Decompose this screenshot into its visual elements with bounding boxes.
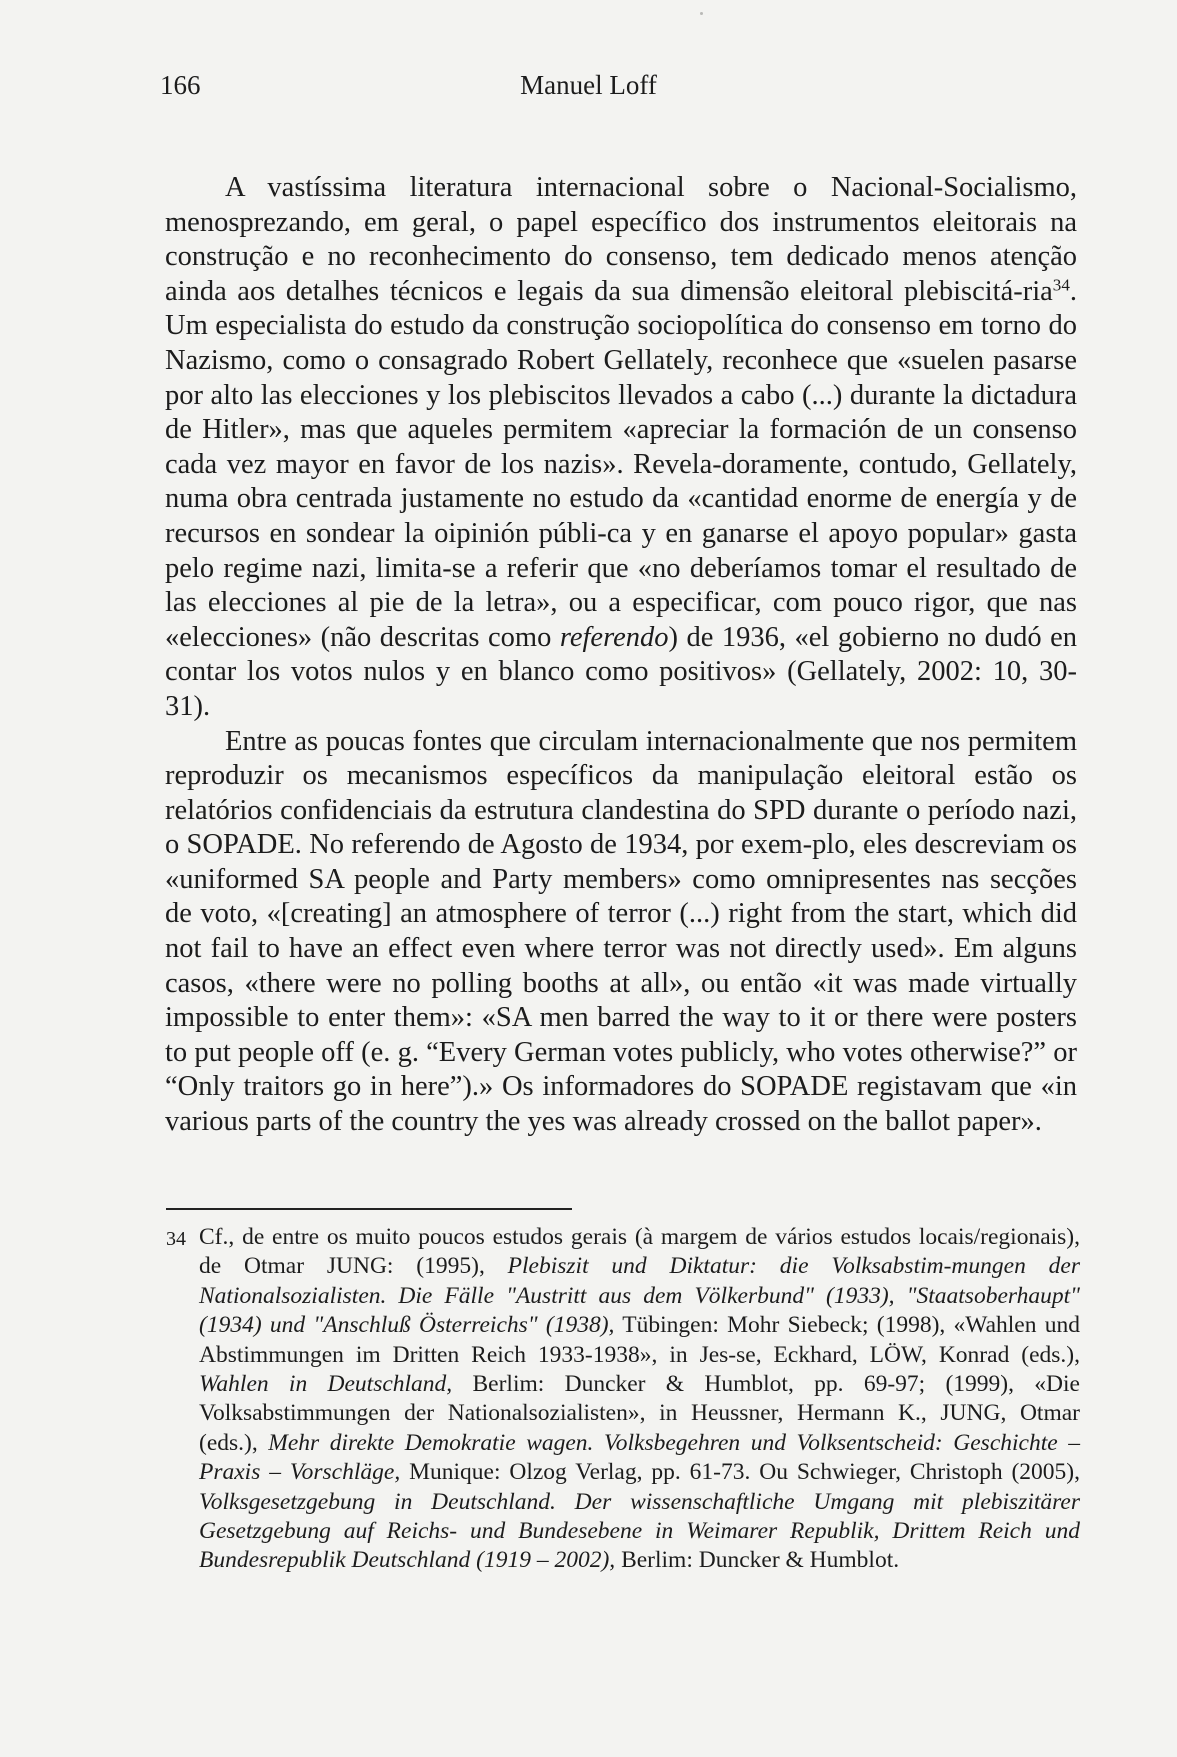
footnote-segment-3: Berlim: Duncker & Humblot, pp. 69-97; (1999), «Die Volksabstimmungen der Nationalsozialisten», in Heussner, Hermann K., JUNG, Otmar (eds.),: [199, 1371, 1080, 1456]
footnote-title-3: Mehr direkte Demokratie wagen. Volksbegehren und Volksentscheid: Geschichte – Praxis – Vorschläge,: [199, 1429, 1080, 1486]
running-head: Manuel Loff: [520, 70, 657, 100]
paragraph-1-italic: referendo: [559, 621, 669, 653]
footnote-title-4: Volksgesetzgebung in Deutschland. Der wissenschaftliche Umgang mit plebiszitärer Gesetzgebung auf Reichs- und Bundesebene in Weimarer Republik, Drittem Reich und Bundesrepublik Deutschland (1919 – 2002),: [199, 1488, 1080, 1574]
scan-speck: [700, 12, 703, 15]
footnote-reference: 34: [1052, 275, 1070, 295]
paragraph-1-text-c: ) de 1936, «el gobierno no dudó en contar los votos nulos y en blanco como positivos» (Gellately, 2002: 10, 30-31).: [165, 621, 1078, 722]
main-text: [165, 171, 1077, 1140]
footnote-text: [199, 1223, 1080, 1576]
footnote-34: [166, 1223, 1080, 1576]
footnote-segment-1: Cf., de entre os muito poucos estudos gerais (à margem de vários estudos locais/regionais), de Otmar JUNG: (1995),: [199, 1224, 1080, 1280]
paragraph-2: Entre as poucas fontes que circulam internacionalmente que nos permitem reproduzir os mecanismos específicos da manipulação eleitoral estão os relatórios confidenciais da estrutura clandestina do SPD durante o período nazi, o SOPADE. No referendo de Agosto de 1934, por exem-plo, eles descreviam os «uniformed SA people and Party members» como omnipresentes nas secções de voto, «[creating] an atmosphere of terror (...) right from the start, which did not fail to have an effect even where terror was not directly used». Em alguns casos, «there were no polling booths at all», ou então «it was made virtually impossible to enter them»: «SA men barred the way to it or there were posters to put people off (e. g. “Every German votes publicly, who votes otherwise?” or “Only traitors go in here”).» Os informadores do SOPADE registavam que «in various parts of the country the yes was already crossed on the ballot paper».: [165, 725, 1077, 1138]
footnote-number: 34: [166, 1228, 186, 1250]
page-number: 166: [160, 70, 201, 100]
page-header: [0, 70, 1177, 110]
paragraph-1-text-b: . Um especialista do estudo da construção sociopolítica do consenso em torno do Nazismo, como o consagrado Robert Gellately, reconhece que «suelen pasarse por alto las elecciones y los plebiscitos llevados a cabo (...) durante la dictadura de Hitler», mas que aqueles permitem «apreciar la formación de un consenso cada vez mayor en favor de los nazis». Revela-doramente, contudo, Gellately, numa obra centrada justamente no estudo da «cantidad enorme de energía y de recursos en sondear la oipinión públi-ca y en ganarse el apoyo popular» gasta pelo regime nazi, limita-se a referir que «no deberíamos tomar el resultado de las elecciones al pie de la letra», ou a especificar, com pouco rigor, que nas «elecciones» (não descritas como: [165, 275, 1077, 653]
paragraph-1: [165, 171, 1077, 725]
footnote-segment-2: Tübingen: Mohr Siebeck; (1998), «Wahlen und Abstimmungen im Dritten Reich 1933-1938», in Jes-se, Eckhard, LÖW, Konrad (eds.),: [199, 1312, 1080, 1368]
footnote-rule: [166, 1208, 572, 1210]
footnote-title-2: Wahlen in Deutschland,: [199, 1371, 453, 1398]
paragraph-1-text-a: A vastíssima literatura internacional sobre o Nacional-Socialismo, menosprezando, em geral, o papel específico dos instrumentos eleitorais na construção e no reconhecimento do consenso, tem dedicado menos atenção ainda aos detalhes técnicos e legais da sua dimensão eleitoral plebiscitá-ria: [165, 172, 1077, 307]
footnote-segment-4: Munique: Olzog Verlag, pp. 61-73. Ou Schwieger, Christoph (2005),: [400, 1459, 1080, 1486]
footnote-segment-5: Berlim: Duncker & Humblot.: [615, 1547, 900, 1574]
footnote-title-1: Plebiszit und Diktatur: die Volksabstim-mungen der Nationalsozialisten. Die Fälle "Austritt aus dem Völkerbund" (1933), "Staatsoberhaupt" (1934) und "Anschluß Österreichs" (1938),: [199, 1253, 1080, 1339]
